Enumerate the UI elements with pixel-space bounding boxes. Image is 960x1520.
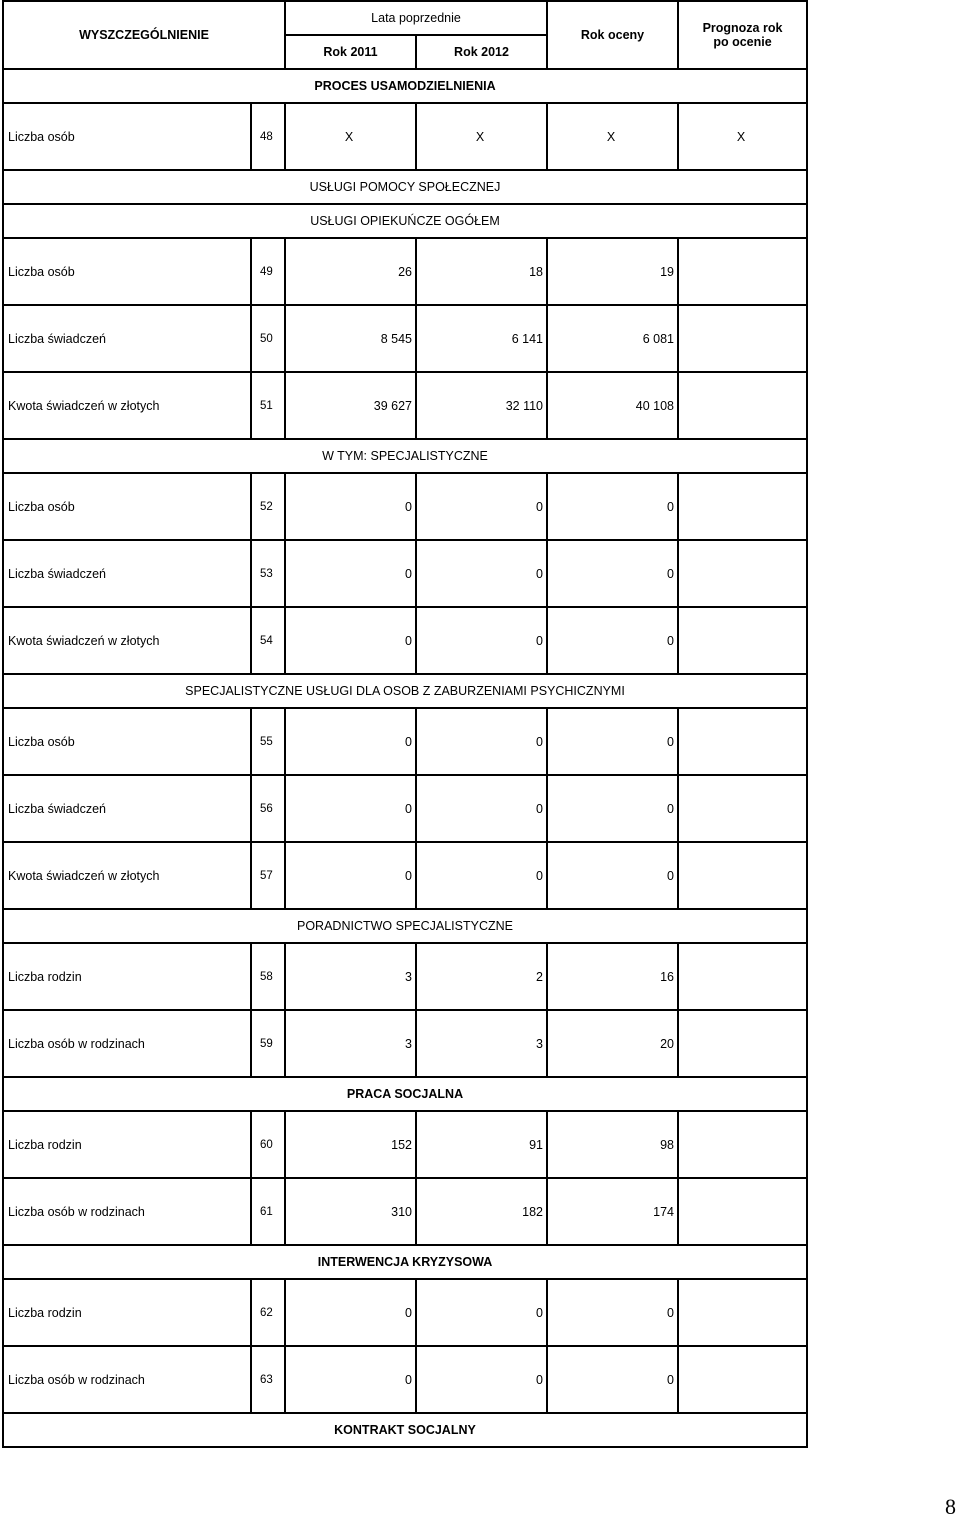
section-header-row	[3, 1245, 807, 1279]
report-table	[2, 0, 808, 1448]
value-2011: 3	[285, 1010, 416, 1077]
value-forecast	[678, 1346, 807, 1413]
data-row	[3, 943, 807, 1010]
value-2012: 91	[416, 1111, 547, 1178]
row-label: Liczba rodzin	[3, 1111, 251, 1178]
data-row	[3, 708, 807, 775]
value-2012: 0	[416, 775, 547, 842]
row-label: Liczba osób	[3, 473, 251, 540]
section-header-row	[3, 1413, 807, 1447]
value-2011: 0	[285, 1346, 416, 1413]
row-number: 62	[251, 1279, 285, 1346]
section-title: W TYM: SPECJALISTYCZNE	[3, 439, 807, 473]
value-2011: 0	[285, 842, 416, 909]
data-row	[3, 1279, 807, 1346]
data-row	[3, 1111, 807, 1178]
row-label: Kwota świadczeń w złotych	[3, 372, 251, 439]
row-number: 54	[251, 607, 285, 674]
value-eval-year: 6 081	[547, 305, 678, 372]
section-header-row	[3, 909, 807, 943]
section-title: PORADNICTWO SPECJALISTYCZNE	[3, 909, 807, 943]
data-row	[3, 473, 807, 540]
value-2011: 152	[285, 1111, 416, 1178]
header-desc: WYSZCZEGÓLNIENIE	[3, 1, 285, 69]
data-row	[3, 775, 807, 842]
header-row-1	[3, 1, 807, 35]
header-eval-year: Rok oceny	[547, 1, 678, 69]
data-row	[3, 372, 807, 439]
section-title: USŁUGI POMOCY SPOŁECZNEJ	[3, 170, 807, 204]
value-eval-year: 0	[547, 708, 678, 775]
row-label: Liczba osób	[3, 103, 251, 170]
row-label: Liczba świadczeń	[3, 775, 251, 842]
value-eval-year: 0	[547, 540, 678, 607]
section-header-row	[3, 204, 807, 238]
value-2011: 0	[285, 708, 416, 775]
value-2012: 0	[416, 842, 547, 909]
value-forecast	[678, 943, 807, 1010]
value-eval-year: 174	[547, 1178, 678, 1245]
section-title: INTERWENCJA KRYZYSOWA	[3, 1245, 807, 1279]
value-2011: 39 627	[285, 372, 416, 439]
section-header-row	[3, 439, 807, 473]
row-number: 61	[251, 1178, 285, 1245]
section-title: PROCES USAMODZIELNIENIA	[3, 69, 807, 103]
value-forecast: X	[678, 103, 807, 170]
row-label: Liczba świadczeń	[3, 305, 251, 372]
data-row	[3, 540, 807, 607]
value-eval-year: 0	[547, 842, 678, 909]
value-forecast	[678, 372, 807, 439]
value-2012: 6 141	[416, 305, 547, 372]
value-eval-year: 0	[547, 1346, 678, 1413]
header-forecast-line1: Prognoza rok	[702, 21, 783, 35]
report-body	[3, 1, 807, 1447]
value-2012: 0	[416, 1346, 547, 1413]
value-eval-year: X	[547, 103, 678, 170]
value-2012: 18	[416, 238, 547, 305]
row-number: 52	[251, 473, 285, 540]
value-forecast	[678, 540, 807, 607]
section-title: SPECJALISTYCZNE USŁUGI DLA OSOB Z ZABURZENIAMI PSYCHICZNYMI	[3, 674, 807, 708]
data-row	[3, 1178, 807, 1245]
header-forecast-line2: po ocenie	[713, 35, 772, 49]
row-label: Kwota świadczeń w złotych	[3, 842, 251, 909]
row-number: 56	[251, 775, 285, 842]
section-header-row	[3, 69, 807, 103]
row-label: Kwota świadczeń w złotych	[3, 607, 251, 674]
value-2011: 3	[285, 943, 416, 1010]
value-eval-year: 40 108	[547, 372, 678, 439]
value-2011: 8 545	[285, 305, 416, 372]
value-forecast	[678, 305, 807, 372]
value-2011: 310	[285, 1178, 416, 1245]
value-2012: 3	[416, 1010, 547, 1077]
row-label: Liczba rodzin	[3, 943, 251, 1010]
row-label: Liczba osób	[3, 708, 251, 775]
row-number: 49	[251, 238, 285, 305]
row-label: Liczba osób w rodzinach	[3, 1346, 251, 1413]
value-forecast	[678, 1178, 807, 1245]
value-eval-year: 0	[547, 775, 678, 842]
value-2011: 0	[285, 775, 416, 842]
page-number: 8	[945, 1494, 956, 1519]
value-forecast	[678, 775, 807, 842]
value-forecast	[678, 842, 807, 909]
value-eval-year: 0	[547, 473, 678, 540]
value-2012: 182	[416, 1178, 547, 1245]
value-forecast	[678, 238, 807, 305]
row-label: Liczba osób w rodzinach	[3, 1010, 251, 1077]
value-eval-year: 19	[547, 238, 678, 305]
value-forecast	[678, 708, 807, 775]
value-2012: 0	[416, 1279, 547, 1346]
value-eval-year: 0	[547, 1279, 678, 1346]
row-number: 50	[251, 305, 285, 372]
value-2012: 0	[416, 708, 547, 775]
data-row	[3, 607, 807, 674]
data-row	[3, 1010, 807, 1077]
row-number: 63	[251, 1346, 285, 1413]
value-2011: 0	[285, 1279, 416, 1346]
value-eval-year: 20	[547, 1010, 678, 1077]
data-row	[3, 1346, 807, 1413]
row-label: Liczba rodzin	[3, 1279, 251, 1346]
row-number: 57	[251, 842, 285, 909]
value-2011: 26	[285, 238, 416, 305]
value-forecast	[678, 607, 807, 674]
section-title: KONTRAKT SOCJALNY	[3, 1413, 807, 1447]
value-2012: 32 110	[416, 372, 547, 439]
header-forecast	[678, 1, 807, 69]
row-number: 60	[251, 1111, 285, 1178]
value-2012: 0	[416, 540, 547, 607]
value-forecast	[678, 1111, 807, 1178]
data-row	[3, 305, 807, 372]
row-number: 59	[251, 1010, 285, 1077]
row-number: 58	[251, 943, 285, 1010]
header-2011: Rok 2011	[285, 35, 416, 69]
header-prev-years: Lata poprzednie	[285, 1, 547, 35]
value-forecast	[678, 1010, 807, 1077]
row-label: Liczba osób w rodzinach	[3, 1178, 251, 1245]
section-title: USŁUGI OPIEKUŃCZE OGÓŁEM	[3, 204, 807, 238]
data-row	[3, 238, 807, 305]
value-2012: 0	[416, 607, 547, 674]
value-2012: 0	[416, 473, 547, 540]
row-number: 48	[251, 103, 285, 170]
value-forecast	[678, 1279, 807, 1346]
data-row	[3, 842, 807, 909]
value-eval-year: 0	[547, 607, 678, 674]
row-number: 53	[251, 540, 285, 607]
row-label: Liczba świadczeń	[3, 540, 251, 607]
value-2011: 0	[285, 540, 416, 607]
row-number: 51	[251, 372, 285, 439]
row-number: 55	[251, 708, 285, 775]
row-label: Liczba osób	[3, 238, 251, 305]
data-row	[3, 103, 807, 170]
header-2012: Rok 2012	[416, 35, 547, 69]
section-header-row	[3, 674, 807, 708]
value-2012: X	[416, 103, 547, 170]
value-2011: 0	[285, 473, 416, 540]
section-title: PRACA SOCJALNA	[3, 1077, 807, 1111]
value-eval-year: 16	[547, 943, 678, 1010]
value-2011: 0	[285, 607, 416, 674]
value-2012: 2	[416, 943, 547, 1010]
value-2011: X	[285, 103, 416, 170]
value-eval-year: 98	[547, 1111, 678, 1178]
section-header-row	[3, 1077, 807, 1111]
value-forecast	[678, 473, 807, 540]
section-header-row	[3, 170, 807, 204]
